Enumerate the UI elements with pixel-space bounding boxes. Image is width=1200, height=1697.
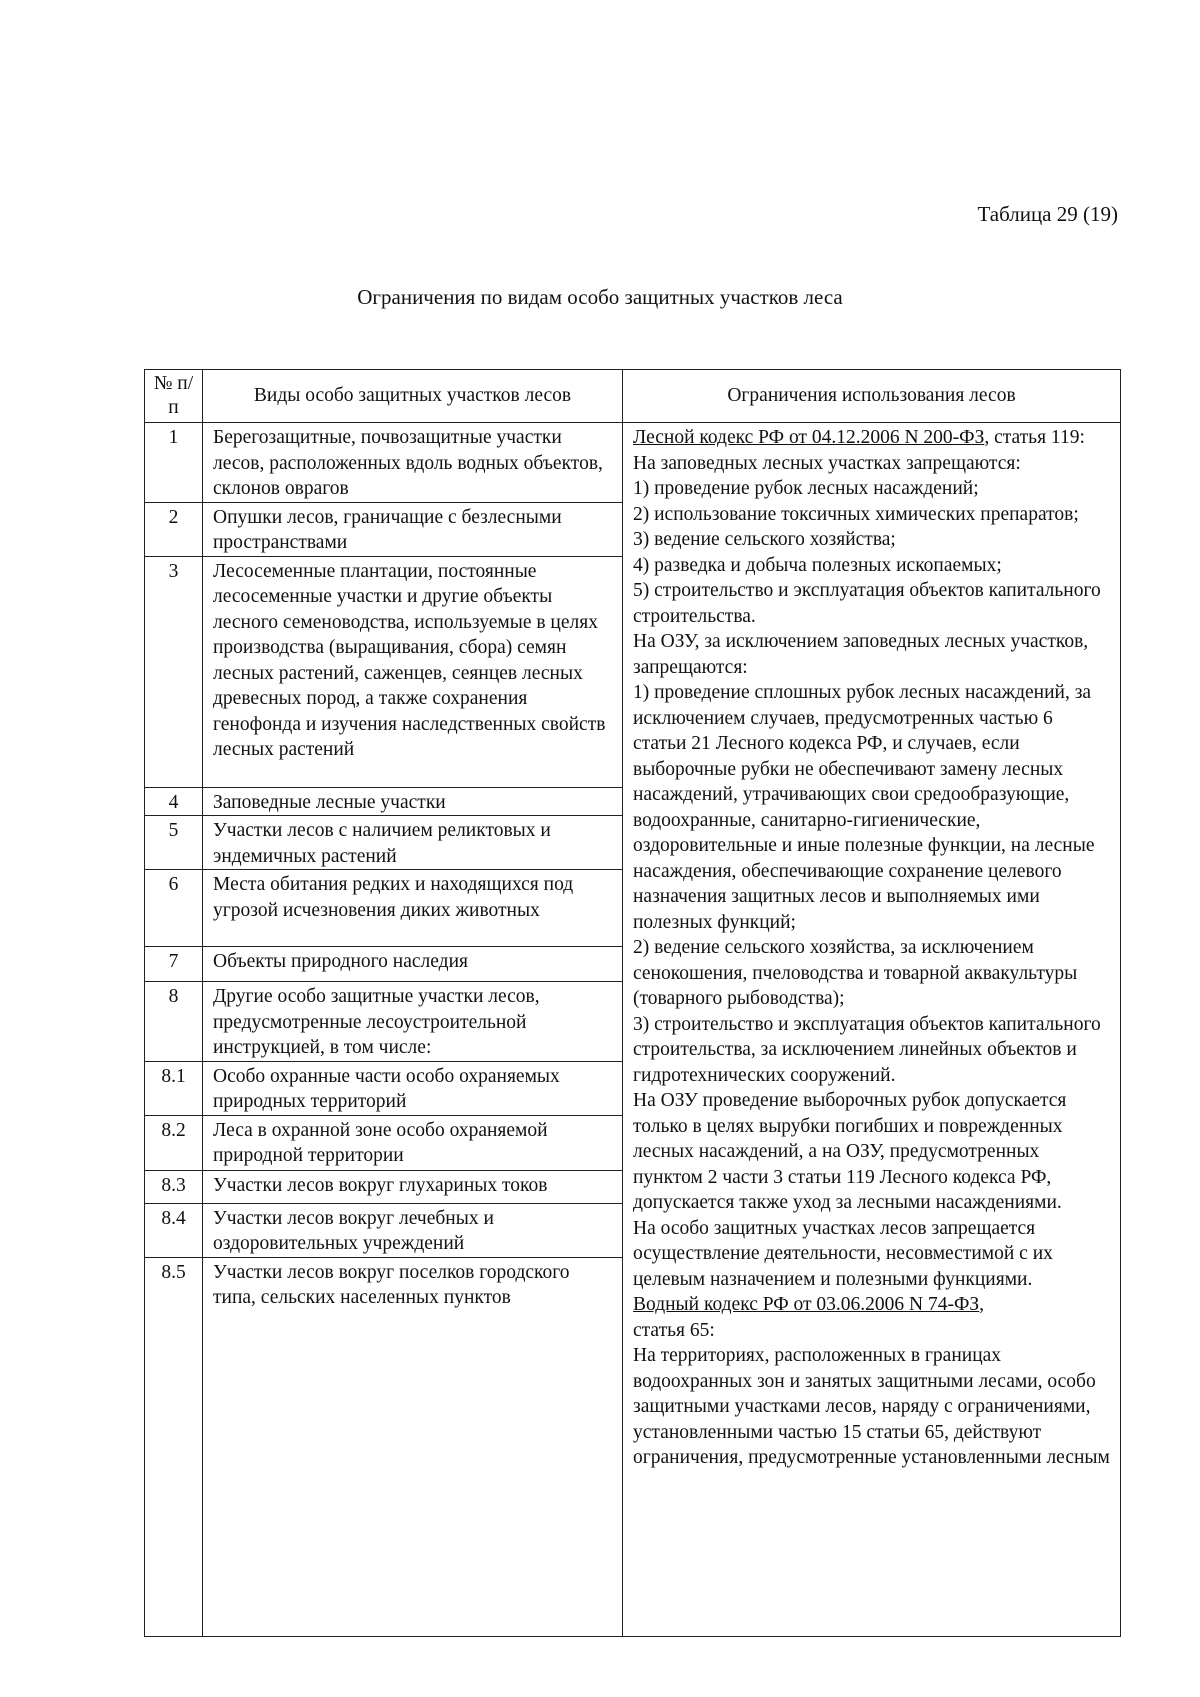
row-kind: Участки лесов вокруг лечебных и оздоровительных учреждений (203, 1203, 623, 1257)
forest-code-tail: , статья 119: (984, 427, 1085, 448)
table-header-row (145, 370, 1121, 423)
column-header-kind: Виды особо защитных участков лесов (203, 370, 623, 423)
row-kind: Леса в охранной зоне особо охраняемой природной территории (203, 1115, 623, 1170)
row-kind: Участки лесов вокруг поселков городского типа, сельских населенных пунктов (203, 1257, 623, 1637)
restriction-paragraph: 2) ведение сельского хозяйства, за исключением сенокошения, пчеловодства и товарной аквакультуры (товарного рыбоводства); (633, 937, 1078, 1009)
row-kind: Особо охранные части особо охраняемых природных территорий (203, 1061, 623, 1115)
row-kind: Другие особо защитные участки лесов, предусмотренные лесоустроительной инструкцией, в том числе: (203, 982, 623, 1062)
restrictions-cell (623, 423, 1121, 1637)
restriction-paragraph: На особо защитных участках лесов запрещается осуществление деятельности, несовместимой с их целевым назначением и полезными функциями. (633, 1217, 1053, 1290)
restriction-paragraph: На заповедных лесных участках запрещаются: (633, 452, 1021, 474)
row-number: 8.3 (145, 1170, 203, 1203)
restriction-paragraph: 1) проведение рубок лесных насаждений; (633, 478, 979, 499)
document-title: Ограничения по видам особо защитных участков леса (357, 285, 843, 309)
row-number: 8.5 (145, 1257, 203, 1637)
restriction-paragraph: 3) ведение сельского хозяйства; (633, 529, 896, 550)
row-number: 6 (145, 870, 203, 947)
water-code-tail: , (979, 1294, 985, 1315)
water-code-article: статья 65: (633, 1319, 715, 1341)
row-kind: Места обитания редких и находящихся под угрозой исчезновения диких животных (203, 870, 623, 947)
row-number: 8.4 (145, 1203, 203, 1257)
row-number: 3 (145, 556, 203, 787)
restriction-paragraph: 4) разведка и добыча полезных ископаемых; (633, 554, 1002, 576)
column-header-num: № п/п (145, 370, 203, 423)
row-number: 8 (145, 982, 203, 1062)
water-code-link[interactable]: Водный кодекс РФ от 03.06.2006 N 74-ФЗ (633, 1294, 980, 1315)
row-kind: Лесосеменные плантации, постоянные лесосеменные участки и другие объекты лесного семеноводства, используемые в целях производства (выращивания, сбора) семян лесных растений, саженцев, сеянцев лесных древесных пород, а также сохранения генофонда и изучения наследственных свойств лесных растений (203, 556, 623, 787)
row-number: 8.1 (145, 1061, 203, 1115)
restrictions-law-1 (633, 425, 1110, 451)
row-kind: Заповедные лесные участки (203, 787, 623, 816)
restriction-paragraph: На территориях, расположенных в границах водоохранных зон и занятых защитными лесами, особо защитными участками лесов, наряду с ограничениями, установленными частью 15 статьи 65, действуют ограничения, предусмотренные установленными лесным (633, 1345, 1110, 1468)
row-number: 4 (145, 787, 203, 816)
table-row (145, 423, 1121, 503)
row-kind: Участки лесов вокруг глухариных токов (203, 1170, 623, 1203)
row-kind: Участки лесов с наличием реликтовых и эндемичных растений (203, 816, 623, 870)
restriction-paragraph: 1) проведение сплошных рубок лесных насаждений, за исключением случаев, предусмотренных частью 6 статьи 21 Лесного кодекса РФ, и случаев, если выборочные рубки не обеспечивают замену лесных насаждений, утрачивающих свои средообразующие, водоохранные, санитарно-гигиенические, оздоровительные и иные полезные функции, на лесные насаждения, обеспечивающие сохранение целевого назначения защитных лесов и выполняемых ими полезных функций; (633, 682, 1095, 933)
restrictions-law-2 (633, 1292, 1110, 1318)
row-kind: Берегозащитные, почвозащитные участки лесов, расположенных вдоль водных объектов, склонов оврагов (203, 423, 623, 503)
row-number: 2 (145, 502, 203, 556)
row-number: 8.2 (145, 1115, 203, 1170)
restriction-paragraph: 3) строительство и эксплуатация объектов капитального строительства, за исключением линейных объектов и гидротехнических сооружений. (633, 1013, 1101, 1086)
restriction-paragraph: 2) использование токсичных химических препаратов; (633, 503, 1079, 525)
row-number: 5 (145, 816, 203, 870)
restriction-paragraph: 5) строительство и эксплуатация объектов капитального строительства. (633, 580, 1101, 627)
table-number: Таблица 29 (19) (977, 202, 1118, 226)
row-number: 7 (145, 947, 203, 982)
row-kind: Объекты природного наследия (203, 947, 623, 982)
restrictions-table (144, 369, 1121, 1637)
row-kind: Опушки лесов, граничащие с безлесными пространствами (203, 502, 623, 556)
restriction-paragraph: На ОЗУ проведение выборочных рубок допускается только в целях вырубки погибших и поврежденных лесных насаждений, а на ОЗУ, предусмотренных пунктом 2 части 3 статьи 119 Лесного кодекса РФ, допускается также уход за лесными насаждениями. (633, 1090, 1067, 1213)
forest-code-link[interactable]: Лесной кодекс РФ от 04.12.2006 N 200-ФЗ (633, 427, 985, 448)
column-header-restrictions: Ограничения использования лесов (623, 370, 1121, 423)
row-number: 1 (145, 423, 203, 503)
restriction-paragraph: На ОЗУ, за исключением заповедных лесных участков, запрещаются: (633, 631, 1089, 678)
